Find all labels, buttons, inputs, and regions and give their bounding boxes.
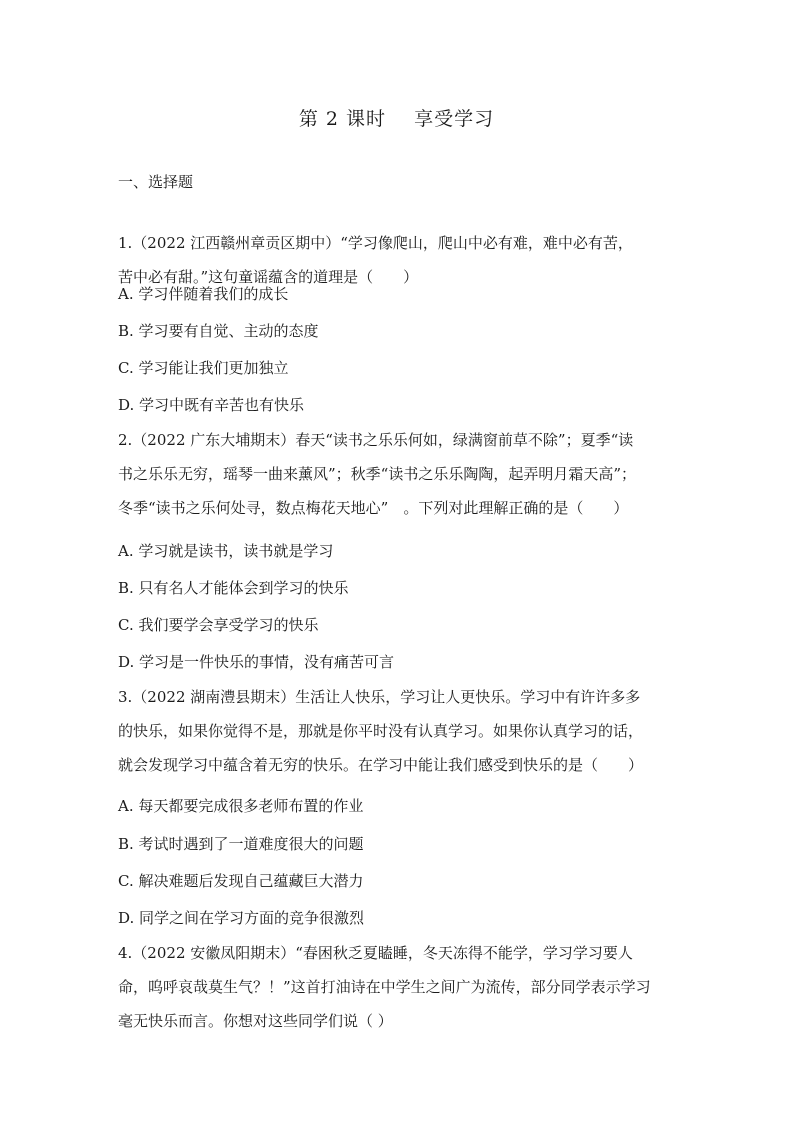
- section-heading: 一、选择题: [118, 173, 194, 191]
- question-1-option-d: D. 学习中既有辛苦也有快乐: [118, 396, 305, 414]
- question-2-stem: [118, 423, 688, 525]
- question-3-option-d: D. 同学之间在学习方面的竞争很激烈: [118, 909, 365, 927]
- question-2-option-b: B. 只有名人才能体会到学习的快乐: [118, 579, 349, 597]
- question-3-option-a: A. 每天都要完成很多老师布置的作业: [118, 797, 364, 815]
- question-2-option-a: A. 学习就是读书，读书就是学习: [118, 542, 334, 560]
- question-stem-line: 4.（2022 安徽凤阳期末）“春困秋乏夏瞌睡，冬天冻得不能学，学习学习要人: [118, 944, 633, 962]
- question-stem-line: 命，呜呼哀哉莫生气？！”这首打油诗在中学生之间广为流传，部分同学表示学习: [118, 978, 651, 996]
- question-stem-line: 3.（2022 湖南澧县期末）生活让人快乐，学习让人更快乐。学习中有许许多多: [118, 688, 641, 706]
- question-stem-line: 冬季“读书之乐何处寻，数点梅花天地心” 。下列对此理解正确的是（ ）: [118, 499, 629, 517]
- question-stem-line: 书之乐乐无穷，瑶琴一曲来薰风”；秋季“读书之乐乐陶陶，起弄明月霜天高”；: [118, 465, 637, 483]
- question-stem-line: 毫无快乐而言。你想对这些同学们说（ ）: [118, 1012, 393, 1030]
- question-stem-line: 的快乐，如果你觉得不是，那就是你平时没有认真学习。如果你认真学习的话，: [118, 722, 644, 740]
- page-title: 第 2 课时 享受学习: [298, 108, 495, 130]
- question-1-option-c: C. 学习能让我们更加独立: [118, 359, 289, 377]
- question-1-option-b: B. 学习要有自觉、主动的态度: [118, 322, 319, 340]
- question-1-option-a: A. 学习伴随着我们的成长: [118, 285, 289, 303]
- question-stem-line: 苦中必有甜。”这句童谣蕴含的道理是（ ）: [118, 268, 419, 286]
- question-2-option-d: D. 学习是一件快乐的事情，没有痛苦可言: [118, 653, 395, 671]
- question-stem-line: 2.（2022 广东大埔期末）春天“读书之乐乐何如，绿满窗前草不除”；夏季“读: [118, 431, 634, 449]
- question-stem-line: 就会发现学习中蕴含着无穷的快乐。在学习中能让我们感受到快乐的是（ ）: [118, 756, 644, 774]
- question-2-option-c: C. 我们要学会享受学习的快乐: [118, 616, 319, 634]
- question-3-option-c: C. 解决难题后发现自己蕴藏巨大潜力: [118, 872, 364, 890]
- question-stem-line: 1.（2022 江西赣州章贡区期中）“学习像爬山，爬山中必有难，难中必有苦，: [118, 234, 633, 252]
- question-4-stem: [118, 936, 688, 1038]
- question-3-option-b: B. 考试时遇到了一道难度很大的问题: [118, 835, 364, 853]
- question-3-stem: [118, 680, 688, 782]
